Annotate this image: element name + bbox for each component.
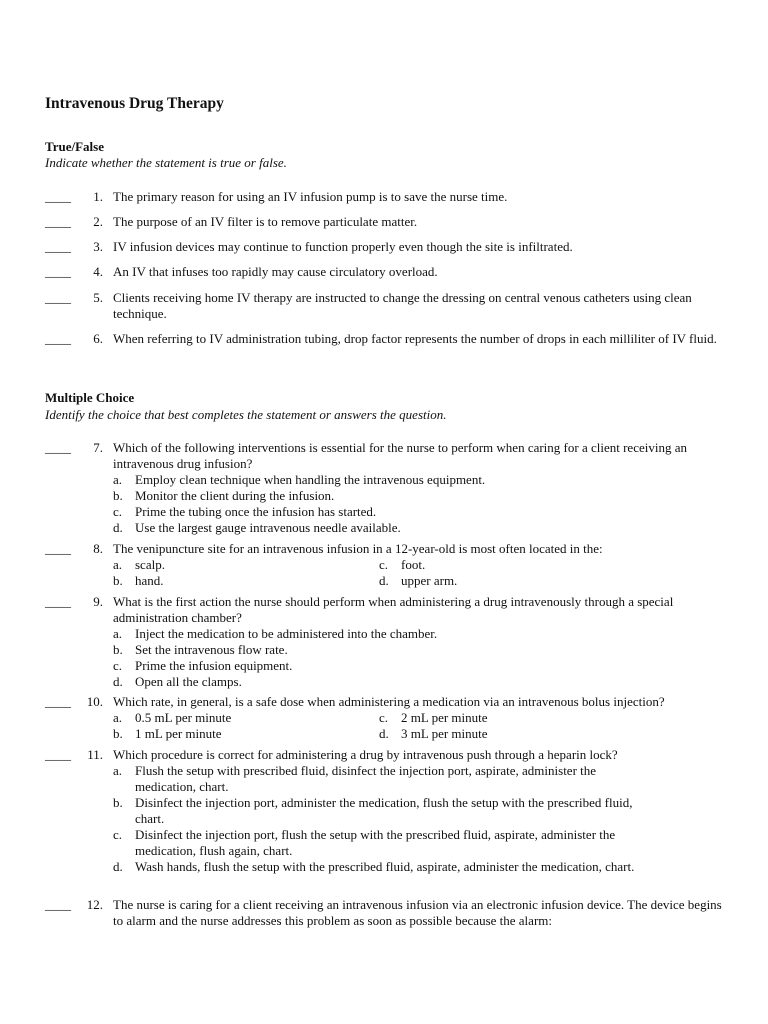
choice-text: 2 mL per minute — [401, 710, 488, 725]
choice-c[interactable] — [113, 504, 655, 520]
question-5 — [45, 290, 735, 322]
choice-b[interactable] — [113, 488, 655, 504]
choice-letter: b. — [113, 795, 123, 810]
question-text: An IV that infuses too rapidly may cause circulatory overload. — [113, 264, 438, 279]
choice-letter: d. — [379, 573, 389, 588]
choice-b[interactable] — [113, 642, 655, 658]
question-number: 3. — [93, 239, 103, 254]
answer-choices — [113, 710, 735, 742]
choice-text: Inject the medication to be administered into the chamber. — [135, 626, 438, 641]
choice-letter: b. — [113, 726, 123, 741]
choice-text: upper arm. — [401, 573, 458, 588]
choice-b[interactable] — [113, 573, 379, 589]
answer-blank[interactable]: ____ — [45, 440, 71, 455]
answer-choices — [113, 763, 735, 875]
question-9 — [45, 594, 735, 690]
choice-letter: a. — [113, 626, 123, 641]
question-number: 1. — [93, 189, 103, 204]
question-text: What is the first action the nurse should perform when administering a drug intravenously through a special administration chamber? — [113, 594, 674, 625]
question-text: Which procedure is correct for administering a drug by intravenous push through a heparin lock? — [113, 747, 618, 762]
answer-blank[interactable]: ____ — [45, 747, 71, 762]
choice-d[interactable] — [113, 674, 655, 690]
choice-text: Disinfect the injection port, flush the setup with the prescribed fluid, aspirate, administer the medication, flush again, chart. — [135, 827, 616, 858]
choice-c[interactable] — [113, 827, 655, 859]
choice-a[interactable] — [113, 557, 379, 573]
choice-text: 0.5 mL per minute — [135, 710, 232, 725]
question-number: 11. — [87, 747, 103, 762]
question-6 — [45, 331, 735, 347]
choice-d[interactable] — [113, 520, 655, 536]
question-number: 10. — [86, 694, 103, 709]
question-number: 8. — [93, 541, 103, 556]
choice-text: foot. — [401, 557, 426, 572]
choice-text: Use the largest gauge intravenous needle available. — [135, 520, 401, 535]
choice-d[interactable] — [379, 573, 639, 589]
answer-blank[interactable]: ____ — [45, 189, 71, 204]
question-text: Clients receiving home IV therapy are instructed to change the dressing on central venous catheters using clean technique. — [113, 290, 692, 321]
choice-text: Prime the tubing once the infusion has started. — [135, 504, 377, 519]
answer-blank[interactable]: ____ — [45, 239, 71, 254]
section-title-multiple-choice: Multiple Choice — [45, 390, 135, 405]
choice-text: Monitor the client during the infusion. — [135, 488, 335, 503]
question-text: The primary reason for using an IV infusion pump is to save the nurse time. — [113, 189, 508, 204]
choice-text: Employ clean technique when handling the intravenous equipment. — [135, 472, 486, 487]
choice-letter: d. — [113, 674, 123, 689]
choice-text: Disinfect the injection port, administer the medication, flush the setup with the prescribed fluid, chart. — [135, 795, 633, 826]
choice-letter: d. — [113, 859, 123, 874]
question-number: 12. — [86, 897, 103, 912]
answer-blank[interactable]: ____ — [45, 264, 71, 279]
choice-a[interactable] — [113, 710, 379, 726]
question-number: 5. — [93, 290, 103, 305]
choice-letter: a. — [113, 763, 123, 778]
question-text: IV infusion devices may continue to function properly even though the site is infiltrated. — [113, 239, 573, 254]
choice-letter: d. — [113, 520, 123, 535]
question-4 — [45, 264, 735, 280]
choice-letter: d. — [379, 726, 389, 741]
question-1 — [45, 189, 735, 205]
choice-text: Flush the setup with prescribed fluid, disinfect the injection port, aspirate, administer the medication, chart. — [135, 763, 597, 794]
choice-c[interactable] — [379, 710, 639, 726]
choice-b[interactable] — [113, 726, 379, 742]
question-text: Which of the following interventions is essential for the nurse to perform when caring for a client receiving an intravenous drug infusion? — [113, 440, 687, 471]
choice-letter: a. — [113, 710, 123, 725]
question-10 — [45, 694, 735, 742]
choice-letter: c. — [113, 827, 123, 842]
answer-blank[interactable]: ____ — [45, 290, 71, 305]
question-text: The nurse is caring for a client receiving an intravenous infusion via an electronic infusion device. The device begins to alarm and the nurse addresses this problem as soon as possible because the alarm: — [113, 897, 722, 928]
answer-blank[interactable]: ____ — [45, 897, 71, 912]
question-text: Which rate, in general, is a safe dose when administering a medication via an intravenous bolus injection? — [113, 694, 665, 709]
answer-blank[interactable]: ____ — [45, 331, 71, 346]
question-8 — [45, 541, 735, 589]
question-number: 2. — [93, 214, 103, 229]
choice-letter: c. — [113, 658, 123, 673]
question-number: 4. — [93, 264, 103, 279]
answer-blank[interactable]: ____ — [45, 594, 71, 609]
question-text: The venipuncture site for an intravenous infusion in a 12-year-old is most often located in the: — [113, 541, 603, 556]
question-2 — [45, 214, 735, 230]
choice-text: hand. — [135, 573, 164, 588]
choice-letter: a. — [113, 557, 123, 572]
choice-text: 1 mL per minute — [135, 726, 222, 741]
question-text: The purpose of an IV filter is to remove particulate matter. — [113, 214, 418, 229]
choice-d[interactable] — [379, 726, 639, 742]
question-11 — [45, 747, 735, 875]
choice-text: 3 mL per minute — [401, 726, 488, 741]
choice-text: Wash hands, flush the setup with the prescribed fluid, aspirate, administer the medication, chart. — [135, 859, 635, 874]
choice-letter: b. — [113, 642, 123, 657]
choice-letter: a. — [113, 472, 123, 487]
section-title-true-false: True/False — [45, 139, 104, 154]
answer-choices — [113, 472, 735, 536]
section-instruction-multiple-choice: Identify the choice that best completes the statement or answers the question. — [45, 407, 447, 422]
choice-a[interactable] — [113, 626, 655, 642]
choice-letter: b. — [113, 488, 123, 503]
section-instruction-true-false: Indicate whether the statement is true or false. — [45, 155, 287, 170]
choice-d[interactable] — [113, 859, 655, 875]
choice-text: Set the intravenous flow rate. — [135, 642, 288, 657]
choice-letter: c. — [379, 710, 389, 725]
choice-letter: c. — [113, 504, 123, 519]
question-number: 9. — [93, 594, 103, 609]
answer-choices — [113, 557, 735, 589]
answer-blank[interactable]: ____ — [45, 541, 71, 556]
choice-text: Open all the clamps. — [135, 674, 242, 689]
choice-letter: b. — [113, 573, 123, 588]
choice-a[interactable] — [113, 472, 655, 488]
answer-blank[interactable]: ____ — [45, 694, 71, 709]
question-text: When referring to IV administration tubing, drop factor represents the number of drops in each milliliter of IV fluid. — [113, 331, 717, 346]
choice-text: scalp. — [135, 557, 165, 572]
choice-c[interactable] — [113, 658, 655, 674]
question-3 — [45, 239, 735, 255]
answer-choices — [113, 626, 735, 690]
question-number: 6. — [93, 331, 103, 346]
choice-b[interactable] — [113, 795, 655, 827]
question-number: 7. — [93, 440, 103, 455]
choice-a[interactable] — [113, 763, 655, 795]
answer-blank[interactable]: ____ — [45, 214, 71, 229]
choice-letter: c. — [379, 557, 389, 572]
question-12 — [45, 897, 735, 929]
choice-c[interactable] — [379, 557, 639, 573]
question-7 — [45, 440, 735, 536]
choice-text: Prime the infusion equipment. — [135, 658, 293, 673]
page-title: Intravenous Drug Therapy — [45, 95, 224, 112]
